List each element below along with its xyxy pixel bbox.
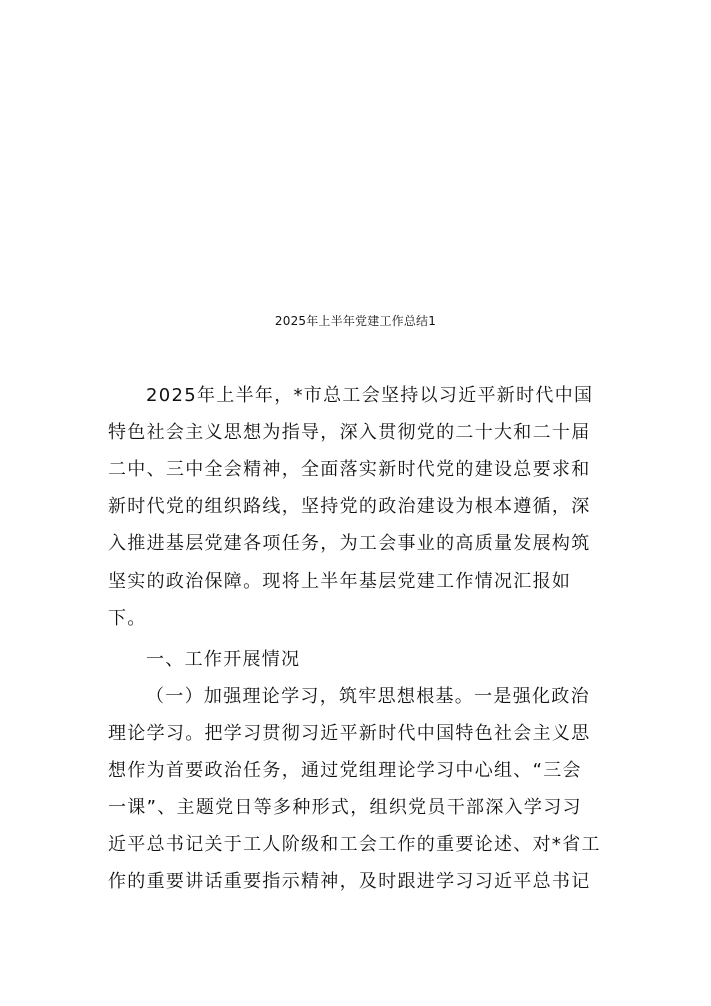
paragraph-line: 2025年上半年，*市总工会坚持以习近平新时代中国 <box>146 385 594 406</box>
paragraph-line: 入推进基层党建各项任务，为工会事业的高质量发展构筑 <box>108 533 591 554</box>
paragraph-line: 作的重要讲话重要指示精神，及时跟进学习习近平总书记 <box>108 871 591 892</box>
paragraph-line: 想作为首要政治任务，通过党组理论学习中心组、“三会 <box>108 760 582 781</box>
paragraph-line: 近平总书记关于工人阶级和工会工作的重要论述、对*省工 <box>108 834 601 855</box>
paragraph-line: 理论学习。把学习贯彻习近平新时代中国特色社会主义思 <box>108 723 591 744</box>
paragraph-line: 一课”、主题党日等多种形式，组织党员干部深入学习习 <box>108 797 582 818</box>
paragraph-line: 特色社会主义思想为指导，深入贯彻党的二十大和二十届 <box>108 422 591 443</box>
paragraph-line: （一）加强理论学习，筑牢思想根基。一是强化政治 <box>146 686 590 707</box>
paragraph-line: 新时代党的组织路线，坚持党的政治建设为根本遵循，深 <box>108 496 591 517</box>
document-title: 2025年上半年党建工作总结1 <box>274 314 437 328</box>
paragraph-line: 二中、三中全会精神，全面落实新时代党的建设总要求和 <box>108 459 591 480</box>
paragraph-line: 下。 <box>108 608 147 629</box>
section-heading: 一、工作开展情况 <box>146 649 301 670</box>
paragraph-line: 坚实的政治保障。现将上半年基层党建工作情况汇报如 <box>108 571 572 592</box>
